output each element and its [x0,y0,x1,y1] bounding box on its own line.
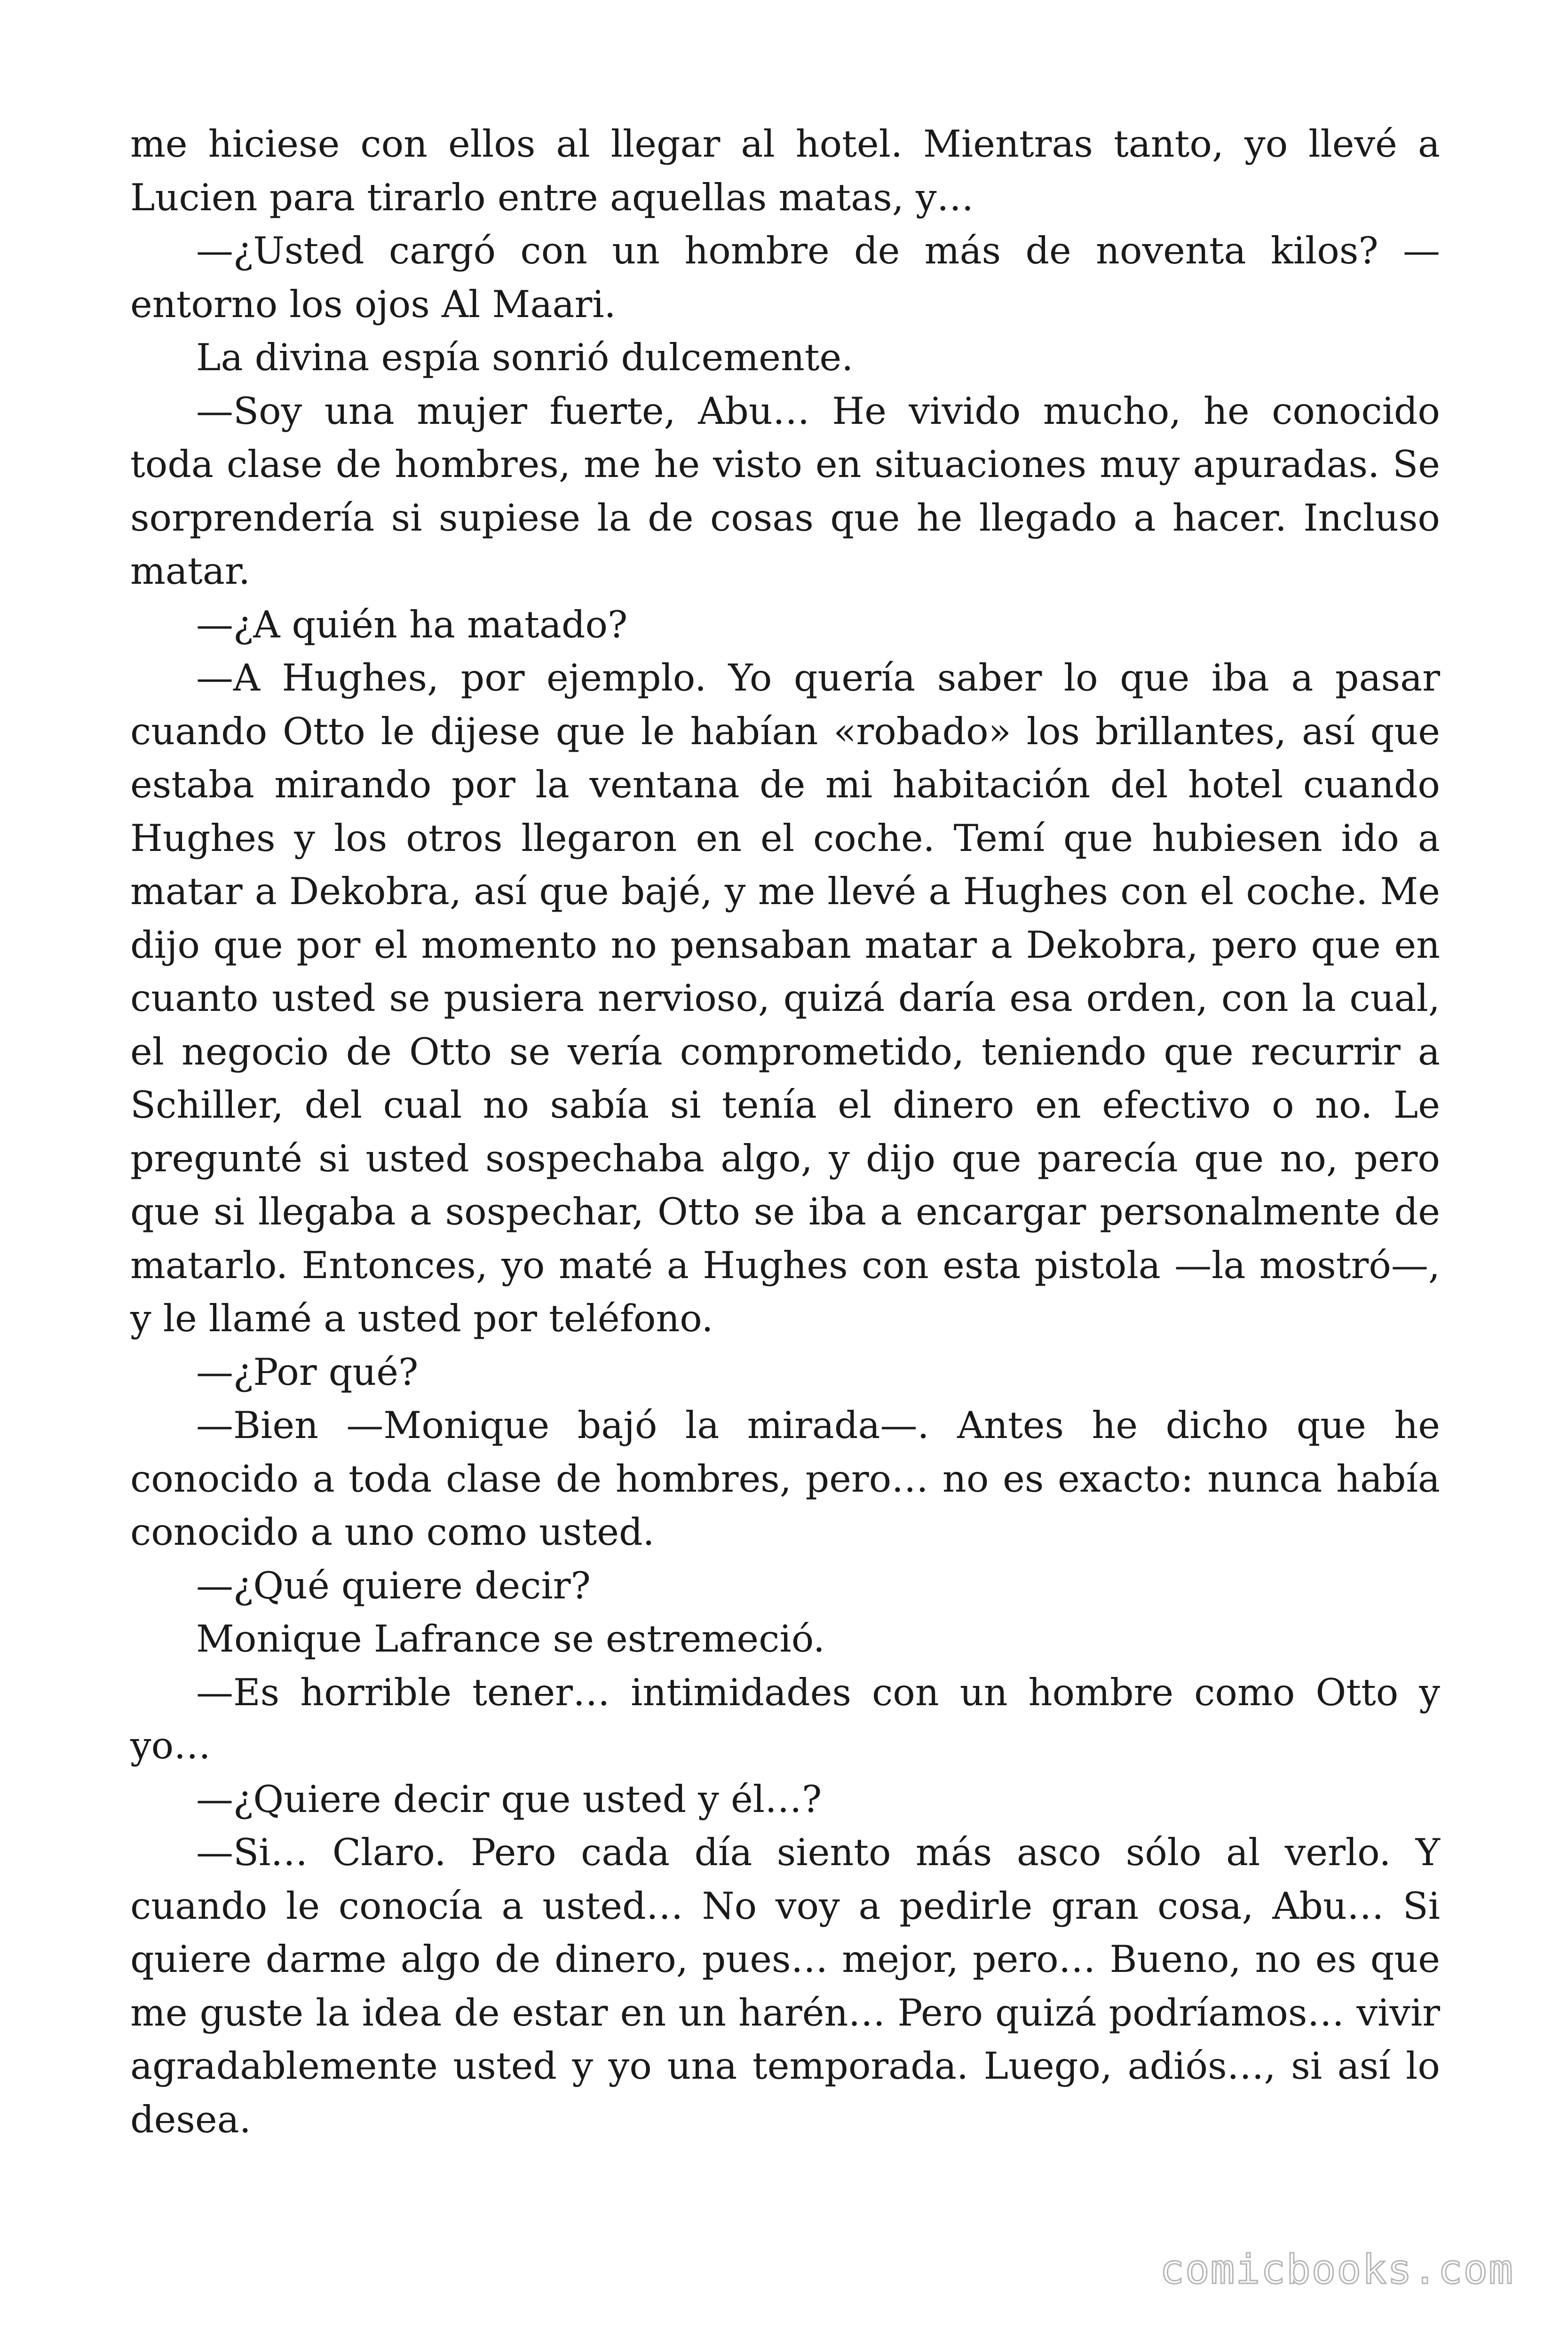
paragraph-dialogue: —Si… Claro. Pero cada día siento más asco sólo al verlo. Y cuando le conocía a usted… No voy a pedirle gran cosa, Abu… Si quiere darme algo de dinero, pues… mejor, pero… Bueno, no es que me guste la idea de estar en un harén… Pero quizá podríamos… vivir agradablemente usted y yo una temporada. Luego, adiós…, si así lo desea. [130,1831,1440,2141]
paragraph-dialogue: —Es horrible tener… intimidades con un hombre como Otto y yo… [130,1670,1440,1767]
paragraph-continued: me hiciese con ellos al llegar al hotel. Mientras tanto, yo llevé a Lucien para tirarlo entre aquellas matas, y… [130,122,1440,219]
paragraph-dialogue: —¿Por qué? [196,1350,419,1394]
paragraph-dialogue: —A Hughes, por ejemplo. Yo quería saber lo que iba a pasar cuando Otto le dijese que le habían «robado» los brillantes, así que estaba mirando por la ventana de mi habitación del hotel cuando Hughes y los otros llegaron en el coche. Temí que hubiesen ido a matar a Dekobra, así que bajé, y me llevé a Hughes con el coche. Me dijo que por el momento no pensaban matar a Dekobra, pero que en cuanto usted se pusiera nervioso, quizá daría esa orden, con la cual, el negocio de Otto se vería comprometido, teniendo que recurrir a Schiller, del cual no sabía si tenía el dinero en efectivo o no. Le pregunté si usted sospechaba algo, y dijo que parecía que no, pero que si llegaba a sospechar, Otto se iba a encargar personalmente de matarlo. Entonces, yo maté a Hughes con esta pistola —la mostró—, y le llamé a usted por teléfono. [130,656,1440,1340]
paragraph-dialogue: —¿Usted cargó con un hombre de más de noventa kilos? —entorno los ojos Al Maari. [130,229,1440,326]
paragraph-dialogue: —¿Qué quiere decir? [196,1564,591,1607]
book-page-text [130,118,1440,2146]
paragraph-dialogue: —¿A quién ha matado? [196,603,628,646]
paragraph-dialogue: —¿Quiere decir que usted y él…? [196,1777,822,1821]
paragraph-narration: Monique Lafrance se estremeció. [196,1617,825,1661]
site-watermark: comicbooks.com [1160,2246,1514,2293]
paragraph-dialogue: —Bien —Monique bajó la mirada—. Antes he dicho que he conocido a toda clase de hombres, pero… no es exacto: nunca había conocido a uno como usted. [130,1404,1440,1554]
paragraph-narration: La divina espía sonrió dulcemente. [196,336,854,379]
paragraph-dialogue: —Soy una mujer fuerte, Abu… He vivido mucho, he conocido toda clase de hombres, me he visto en situaciones muy apuradas. Se sorprendería si supiese la de cosas que he llegado a hacer. Incluso matar. [130,389,1440,593]
